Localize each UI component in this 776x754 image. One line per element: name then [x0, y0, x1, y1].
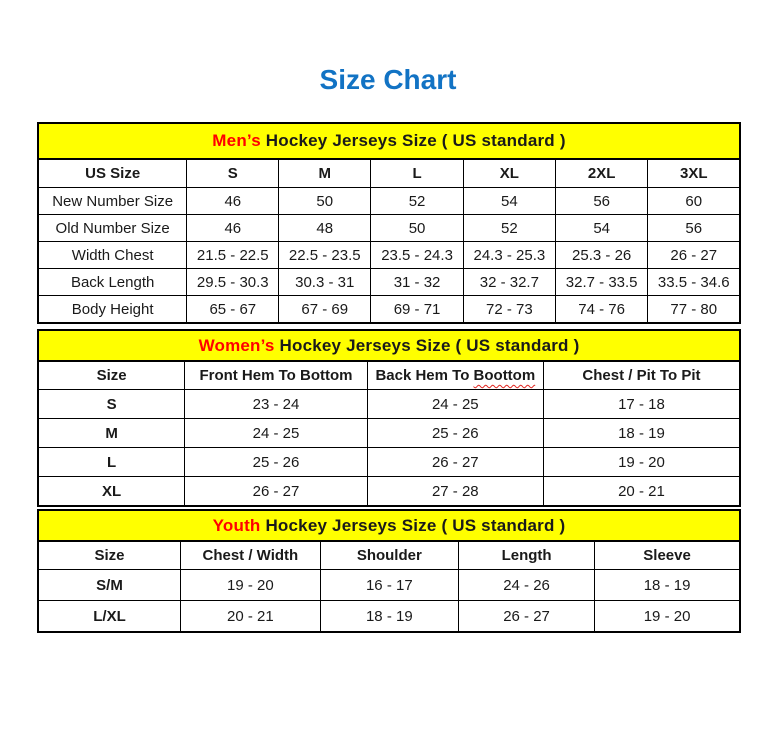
size-cell: 31 - 32 [371, 269, 464, 296]
size-cell: 46 [187, 215, 279, 242]
size-cell: 25 - 26 [367, 419, 543, 448]
size-cell: 52 [463, 215, 555, 242]
page-title: Size Chart [319, 64, 457, 95]
column-header: 3XL [648, 159, 740, 188]
size-cell: 54 [463, 188, 555, 215]
row-label: M [38, 419, 185, 448]
band-rest-text: Hockey Jerseys Size ( US standard ) [274, 335, 580, 355]
womens-size-table [37, 329, 741, 507]
size-cell: 18 - 19 [543, 419, 740, 448]
band-rest-text: Hockey Jerseys Size ( US standard ) [260, 515, 566, 535]
youth-header-row [38, 541, 740, 570]
size-cell: 32 - 32.7 [463, 269, 555, 296]
size-chart-page [0, 62, 776, 633]
size-cell: 22.5 - 23.5 [279, 242, 371, 269]
size-cell: 60 [648, 188, 740, 215]
mens-size-table [37, 122, 741, 324]
tables-container [37, 122, 741, 633]
mens-band [38, 123, 740, 159]
size-cell: 33.5 - 34.6 [648, 269, 740, 296]
size-cell: 25.3 - 26 [555, 242, 648, 269]
size-cell: 30.3 - 31 [279, 269, 371, 296]
column-header [367, 361, 543, 390]
table-row [38, 390, 740, 419]
size-cell: 29.5 - 30.3 [187, 269, 279, 296]
size-cell: 26 - 27 [185, 477, 368, 507]
mens-header-row [38, 159, 740, 188]
size-cell: 50 [279, 188, 371, 215]
size-cell: 19 - 20 [543, 448, 740, 477]
size-cell: 74 - 76 [555, 296, 648, 324]
row-label: XL [38, 477, 185, 507]
row-label: L/XL [38, 601, 181, 633]
misspelled-word: Boottom [473, 367, 536, 384]
table-row [38, 188, 740, 215]
row-label: Old Number Size [38, 215, 187, 242]
column-header: Chest / Pit To Pit [543, 361, 740, 390]
table-row [38, 269, 740, 296]
size-cell: 77 - 80 [648, 296, 740, 324]
band-highlight-text: Youth [212, 515, 261, 535]
size-cell: 69 - 71 [371, 296, 464, 324]
size-cell: 25 - 26 [185, 448, 368, 477]
size-cell: 24 - 26 [458, 570, 594, 601]
column-header: XL [463, 159, 555, 188]
size-cell: 50 [371, 215, 464, 242]
row-label: L [38, 448, 185, 477]
size-cell: 24.3 - 25.3 [463, 242, 555, 269]
row-label: S [38, 390, 185, 419]
column-header: S [187, 159, 279, 188]
row-label: Back Length [38, 269, 187, 296]
size-cell: 20 - 21 [543, 477, 740, 507]
size-cell: 56 [648, 215, 740, 242]
size-cell: 67 - 69 [279, 296, 371, 324]
size-cell: 18 - 19 [595, 570, 740, 601]
column-header: M [279, 159, 371, 188]
row-label: Width Chest [38, 242, 187, 269]
band-rest-text: Hockey Jerseys Size ( US standard ) [260, 131, 566, 150]
band-highlight-text: Men’s [212, 131, 261, 150]
column-header: Chest / Width [181, 541, 321, 570]
size-cell: 72 - 73 [463, 296, 555, 324]
womens-band [38, 330, 740, 361]
size-cell: 17 - 18 [543, 390, 740, 419]
column-header: US Size [38, 159, 187, 188]
row-label: S/M [38, 570, 181, 601]
size-cell: 26 - 27 [458, 601, 594, 633]
size-cell: 54 [555, 215, 648, 242]
youth-size-table [37, 509, 741, 633]
column-header: Sleeve [595, 541, 740, 570]
row-label: Body Height [38, 296, 187, 324]
band-highlight-text: Women’s [198, 335, 275, 355]
column-header: Front Hem To Bottom [185, 361, 368, 390]
table-row [38, 448, 740, 477]
youth-band-row [38, 510, 740, 541]
mens-band-row [38, 123, 740, 159]
womens-header-row [38, 361, 740, 390]
table-row [38, 601, 740, 633]
table-row [38, 215, 740, 242]
size-cell: 26 - 27 [648, 242, 740, 269]
column-header: Length [458, 541, 594, 570]
womens-band-row [38, 330, 740, 361]
column-header: Size [38, 361, 185, 390]
column-header: Size [38, 541, 181, 570]
column-header-prefix: Back Hem To [375, 367, 474, 384]
column-header: L [371, 159, 464, 188]
size-cell: 19 - 20 [595, 601, 740, 633]
youth-band [38, 510, 740, 541]
size-cell: 18 - 19 [320, 601, 458, 633]
column-header: 2XL [555, 159, 648, 188]
size-cell: 24 - 25 [367, 390, 543, 419]
row-label: New Number Size [38, 188, 187, 215]
size-cell: 65 - 67 [187, 296, 279, 324]
size-cell: 23 - 24 [185, 390, 368, 419]
size-cell: 48 [279, 215, 371, 242]
size-cell: 52 [371, 188, 464, 215]
column-header: Shoulder [320, 541, 458, 570]
table-row [38, 296, 740, 324]
size-cell: 21.5 - 22.5 [187, 242, 279, 269]
size-cell: 32.7 - 33.5 [555, 269, 648, 296]
table-row [38, 419, 740, 448]
table-row [38, 477, 740, 507]
size-cell: 23.5 - 24.3 [371, 242, 464, 269]
size-cell: 27 - 28 [367, 477, 543, 507]
size-cell: 56 [555, 188, 648, 215]
size-cell: 16 - 17 [320, 570, 458, 601]
table-row [38, 242, 740, 269]
size-cell: 24 - 25 [185, 419, 368, 448]
table-row [38, 570, 740, 601]
size-cell: 26 - 27 [367, 448, 543, 477]
size-cell: 20 - 21 [181, 601, 321, 633]
size-cell: 19 - 20 [181, 570, 321, 601]
size-cell: 46 [187, 188, 279, 215]
